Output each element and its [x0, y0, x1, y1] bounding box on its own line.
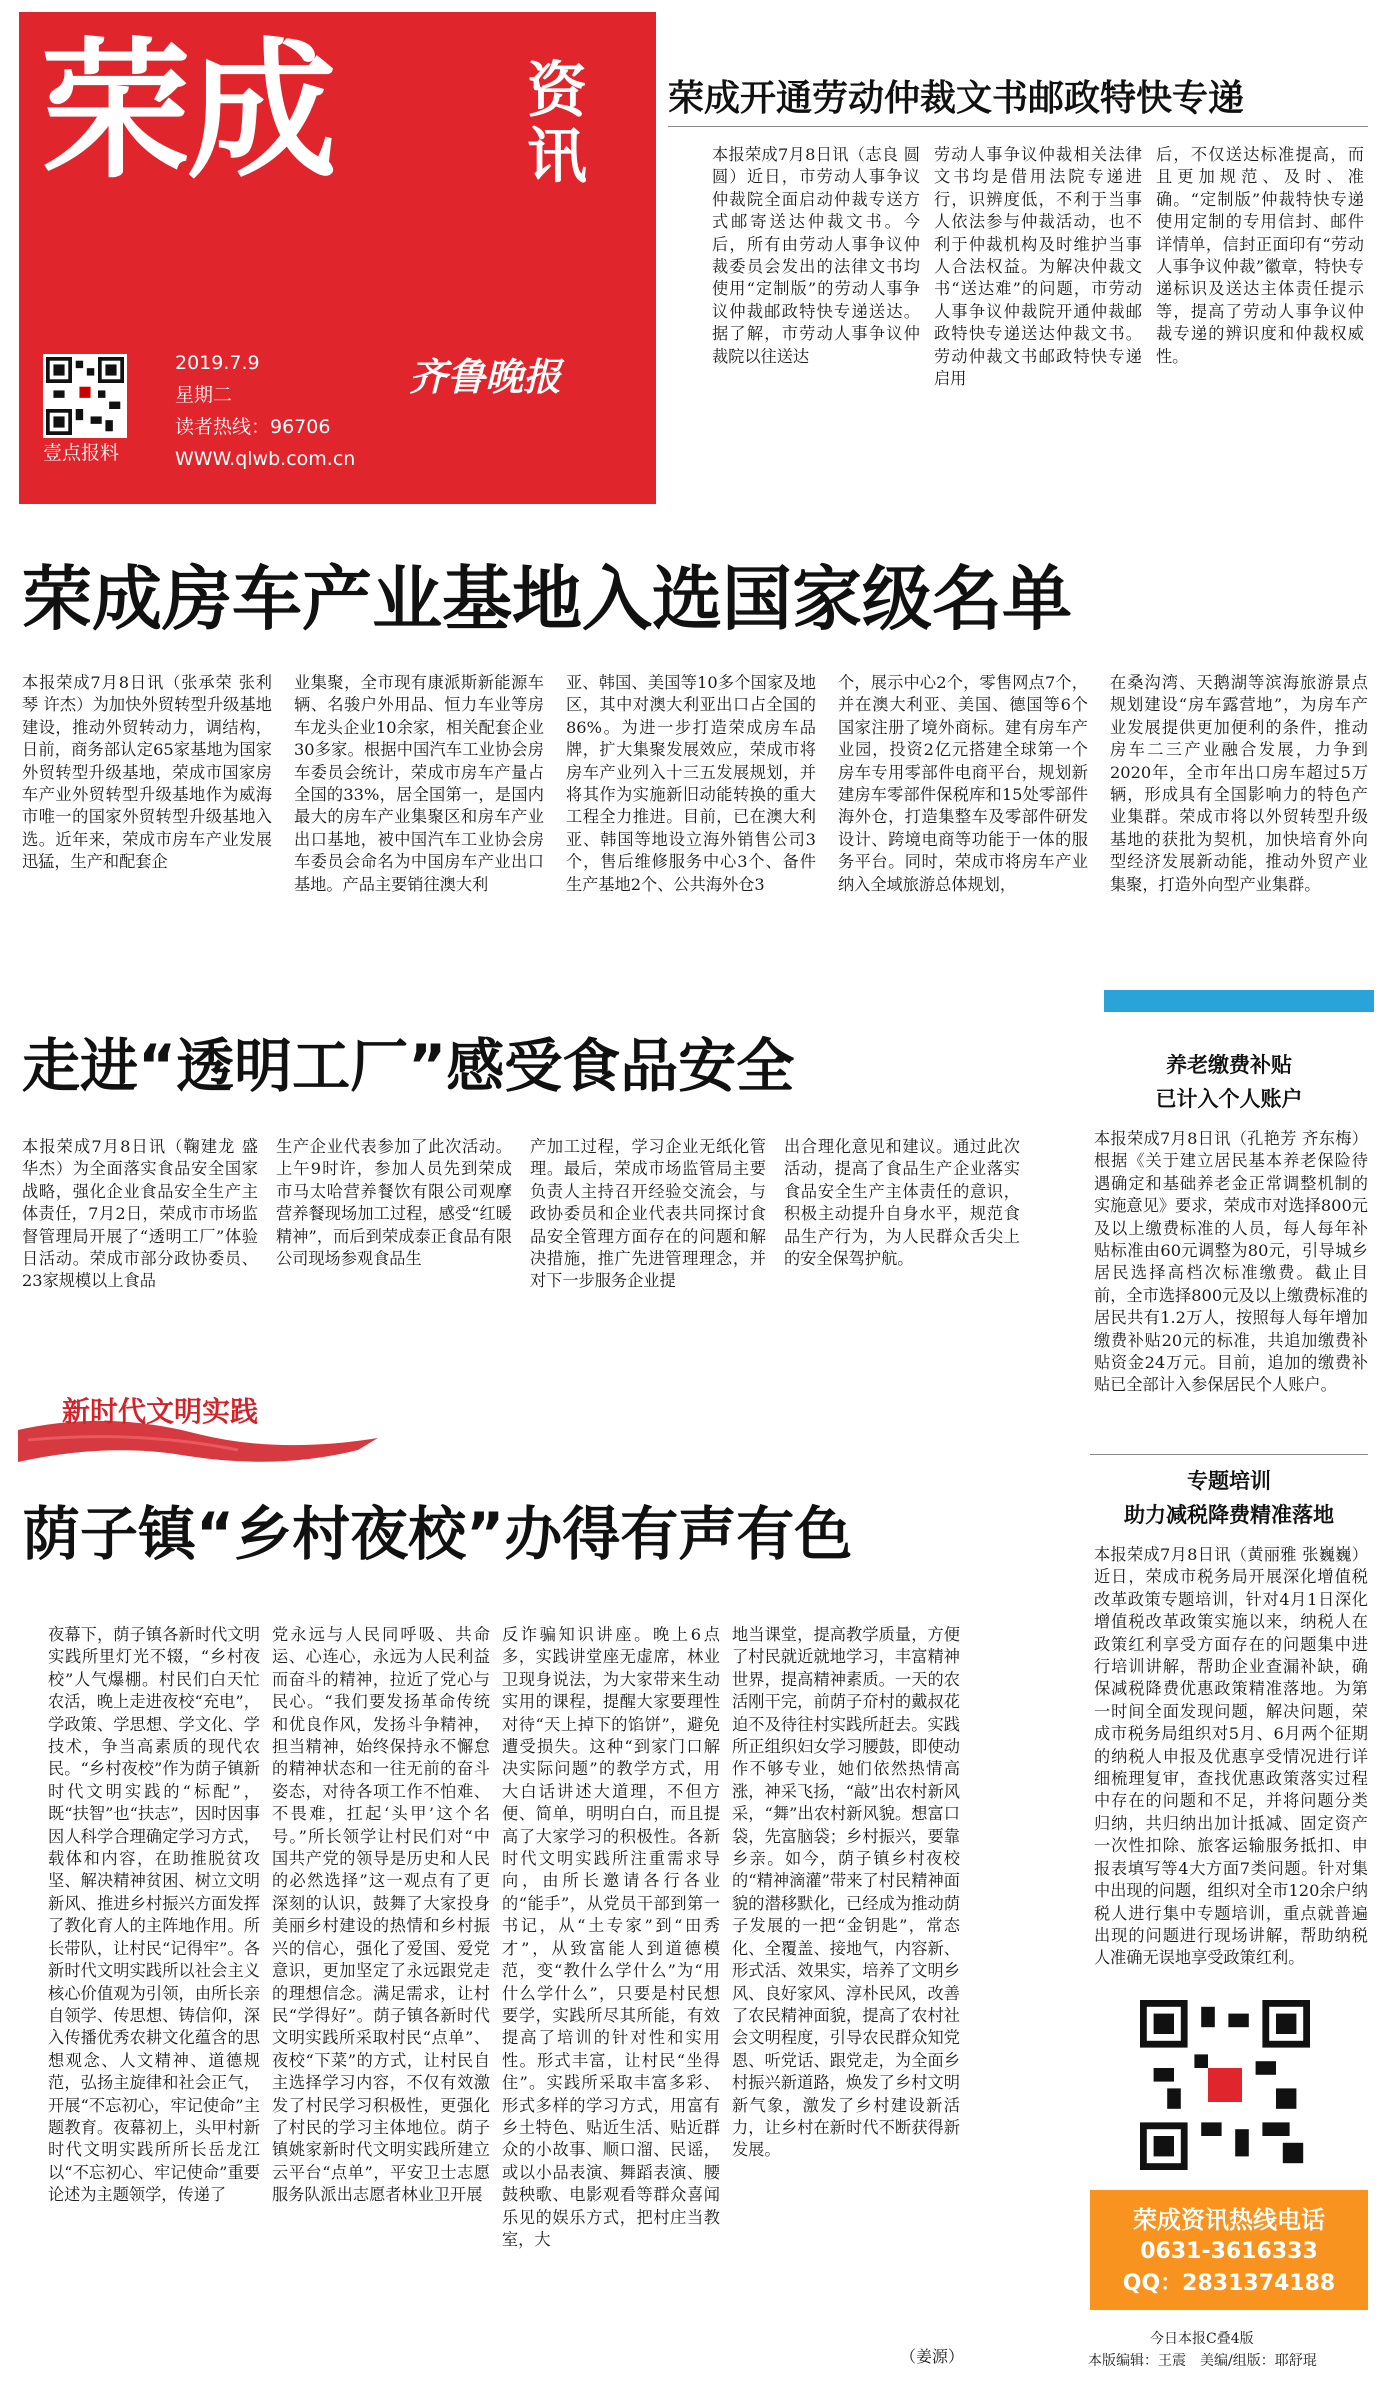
article2-col5: 在桑沟湾、天鹅湖等滨海旅游景点规划建设“房车露营地”，为房车产业发展提供更加便利的条件，推动房车二三产业融合发展，力争到2020年，全市年出口房车超过5万辆，形成具有全国影响力的特色产业集群。荣成市将以外贸转型升级基地的获批为契机，加快培育外向型经济发展新动能，推动外贸产业集聚，打造外向型产业集群。 [1110, 673, 1368, 894]
qr-caption: 壹点报料 [43, 442, 120, 464]
divider [668, 126, 1368, 127]
article4-title: 荫子镇“乡村夜校”办得有声有色 [22, 1500, 853, 1568]
qr-code-icon [46, 357, 124, 435]
hotline-box [1090, 2190, 1368, 2310]
divider [1090, 1454, 1368, 1455]
reader-hotline: 读者热线：96706 [175, 416, 331, 438]
footer-edition: 今日本报C叠4版 [1150, 2331, 1254, 2347]
article1-col2: 劳动人事争议仲裁相关法律文书均是借用法院专递进行，识辨度低，不利于当事人依法参与仲裁活动，也不利于仲裁机构及时维护当事人合法权益。为解决仲裁文书“送达难”的问题，市劳动人事争议仲裁院开通仲裁邮政特快专递送达仲裁文书。劳动仲裁文书邮政特快专递启用 [934, 145, 1142, 389]
section-banner-label: 新时代文明实践 [62, 1395, 259, 1428]
website[interactable]: WWW.qlwb.com.cn [175, 448, 356, 470]
qr-code[interactable] [43, 354, 127, 438]
sidebar2-body: 本报荣成7月8日讯（黄丽雅 张巍巍）近日，荣成市税务局开展深化增值税改革政策专题培训，针对4月1日深化增值税改革政策实施以来，纳税人在政策红利享受方面存在的问题集中进行培训讲解，帮助企业查漏补缺，确保减税降费优惠政策精准落地。为第一时间全面发现问题，解决问题，荣成市税务局组织对5月、6月两个征期的纳税人申报及优惠享受情况进行详细梳理复审，查找优惠政策落实过程中存在的问题和不足，并将问题分类归纳，共归纳出加计抵减、固定资产一次性扣除、旅客运输服务抵扣、申报表填写等4大方面7类问题。针对集中出现的问题，组织对全市120余户纳税人进行集中专题培训，重点就普遍出现的问题进行现场讲解，帮助纳税人准确无误地享受政策红利。 [1094, 1545, 1368, 1968]
article3-title: 走进“透明工厂”感受食品安全 [22, 1032, 795, 1100]
article2-col1: 本报荣成7月8日讯（张承荣 张利琴 许杰）为加快外贸转型升级基地建设，推动外贸转动力，调结构，日前，商务部认定65家基地为国家外贸转型升级基地，荣成市国家房车产业外贸转型升级基地作为威海市唯一的国家外贸转型升级基地入选。近年来，荣成市房车产业发展迅猛，生产和配套企 [22, 673, 272, 872]
hotline-title: 荣成资讯热线电话 [1133, 2206, 1325, 2234]
article2-col2: 业集聚，全市现有康派斯新能源车辆、名骏户外用品、恒力车业等房车龙头企业10余家，相关配套企业30多家。根据中国汽车工业协会房车委员会统计，荣成市房车产量占全国的33%，居全国第一，是国内最大的房车产业集聚区和房车产业出口基地，被中国汽车工业协会房车委员会命名为中国房车产业出口基地。产品主要销往澳大利 [294, 673, 544, 894]
article3-col2: 生产企业代表参加了此次活动。上午9时许，参加人员先到荣成市马太哈营养餐饮有限公司观摩营养餐现场加工过程，感受“红暖精神”，而后到荣成泰正食品有限公司现场参观食品生 [276, 1137, 512, 1269]
paper-name-logo: 齐鲁晚报 [409, 354, 562, 399]
article1-col1: 本报荣成7月8日讯（志良 圆圆）近日，市劳动人事争议仲裁院全面启动仲裁专送方式邮寄送达仲裁文书。今后，所有由劳动人事争议仲裁委员会发出的法律文书均使用“定制版”的劳动人事争议仲裁邮政特快专递送达。据了解，市劳动人事争议仲裁院以往送达 [712, 145, 920, 366]
masthead-subtitle: 资讯 [527, 56, 587, 192]
hotline-phone[interactable]: 0631-3616333 [1140, 2239, 1318, 2264]
article3-col1: 本报荣成7月8日讯（鞠建龙 盛华杰）为全面落实食品安全国家战略，强化企业食品安全生产主体责任，7月2日，荣成市市场监督管理局开展了“透明工厂”体验日活动。荣成市部分政协委员、23家规模以上食品 [22, 1137, 258, 1291]
article4-col2: 党永远与人民同呼吸、共命运、心连心，永远为人民利益而奋斗的精神，拉近了党心与民心。“我们要发扬革命传统和优良作风，发扬斗争精神，担当精神，始终保持永不懈怠的精神状态和一往无前的奋斗姿态，对待各项工作不怕难、不畏难，扛起‘头甲’这个名号。”所长领学让村民们对“中国共产党的领导是历史和人民的必然选择”这一观点有了更深刻的认识，鼓舞了大家投身美丽乡村建设的热情和乡村振兴的信心，强化了爱国、爱党意识，更加坚定了永远跟党走的理想信念。满足需求，让村民“学得好”。荫子镇各新时代文明实践所采取村民“点单”、夜校“下菜”的方式，让村民自主选择学习内容，不仅有效激发了村民学习积极性，更强化了村民的学习主体地位。荫子镇姚家新时代文明实践所建立云平台“点单”，平安卫士志愿服务队派出志愿者林业卫开展 [272, 1625, 490, 2205]
issue-weekday: 星期二 [175, 384, 233, 406]
article2-col3: 亚、韩国、美国等10多个国家及地区，其中对澳大利亚出口占全国的86%。为进一步打造荣成房车品牌，扩大集聚发展效应，荣成市将房车产业列入十三五发展规划，并将其作为实施新旧动能转换的重大工程全力推进。目前，已在澳大利亚、韩国等地设立海外销售公司3个，售后维修服务中心3个、备件生产基地2个、公共海外仓3 [566, 673, 816, 894]
article3-col3: 产加工过程，学习企业无纸化管理。最后，荣成市场监管局主要负责人主持召开经验交流会，与政协委员和企业代表共同探讨食品安全管理方面存在的问题和解决措施，推广先进管理理念，并对下一步服务企业提 [530, 1137, 766, 1291]
issue-date: 2019.7.9 [175, 352, 260, 374]
article1-title: 荣成开通劳动仲裁文书邮政特快专递 [668, 78, 1245, 119]
sidebar1-title-line2: 已计入个人账户 [1155, 1087, 1303, 1111]
sidebar1-title-line1: 养老缴费补贴 [1166, 1053, 1292, 1077]
article2-col4: 个，展示中心2个，零售网点7个，并在澳大利亚、美国、德国等6个国家注册了境外商标。建有房车产业园，投资2亿元搭建全球第一个房车专用零部件电商平台，规划新建房车零部件保税库和15处零部件海外仓，打造集整车及零部件研发设计、跨境电商等功能于一体的服务平台。同时，荣成市将房车产业纳入全域旅游总体规划， [838, 673, 1088, 894]
section-banner [18, 1380, 428, 1470]
article1-col3: 后，不仅送达标准提高，而且更加规范、及时、准确。“定制版”仲裁特快专递使用定制的专用信封、邮件详情单，信封正面印有“劳动人事争议仲裁”徽章，特快专递标识及送达主体责任提示等，提高了劳动人事争议仲裁专递的辨识度和仲裁权威性。 [1156, 145, 1364, 366]
hotline-qq[interactable]: QQ：2831374188 [1122, 2271, 1336, 2296]
masthead [19, 12, 656, 504]
sidebar1-body: 本报荣成7月8日讯（孔艳芳 齐东梅）根据《关于建立居民基本养老保险待遇确定和基础养老金正常调整机制的实施意见》要求，荣成市对选择800元及以上缴费标准的人员，每人每年补贴标准由60元调整为80元，引导城乡居民选择高档次标准缴费。截止目前，全市选择800元及以上缴费标准的居民共有1.2万人，按照每人每年增加缴费补贴20元的标准，共追加缴费补贴资金24万元。目前，追加的缴费补贴已全部计入参保居民个人账户。 [1094, 1129, 1368, 1395]
article4-col3: 反诈骗知识讲座。晚上6点多，实践讲堂座无虚席，林业卫现身说法，为大家带来生动实用的课程，提醒大家要理性对待“天上掉下的馅饼”，避免遭受损失。这种“到家门口解决实际问题”的教学方式，用大白话讲述大道理，不但方便、简单，明明白白，而且提高了大家学习的积极性。各新时代文明实践所注重需求导向，由所长邀请各行各业的“能手”，从党员干部到第一书记，从“土专家”到“田秀才”，从致富能人到道德模范，变“教什么学什么”为“用什么学什么”，只要是村民想要学，实践所尽其所能，有效提高了培训的针对性和实用性。形式丰富，让村民“坐得住”。实践所采取丰富多彩、形式多样的学习方式，用富有乡土特色、贴近生活、贴近群众的小故事、顺口溜、民谣，或以小品表演、舞蹈表演、腰鼓秧歌、电影观看等群众喜闻乐见的娱乐方式，把村庄当教室，大 [502, 1625, 720, 2249]
article2-title: 荣成房车产业基地入选国家级名单 [22, 558, 1072, 640]
article3-col4: 出合理化意见和建议。通过此次活动，提高了食品生产企业落实食品安全生产主体责任的意识，积极主动提升自身水平，规范食品生产行为，为人民群众舌尖上的安全保驾护航。 [784, 1137, 1020, 1269]
footer-editors: 本版编辑：王震 美编/组版：耶舒琨 [1088, 2353, 1317, 2369]
article4-byline: （姜源） [900, 2347, 965, 2366]
hotline-qr-code[interactable] [1140, 2000, 1310, 2170]
qr-code-icon [1140, 2000, 1310, 2170]
blue-accent-bar [1104, 990, 1374, 1012]
sidebar2-title-line1: 专题培训 [1187, 1469, 1271, 1493]
sidebar2-title-line2: 助力减税降费精准落地 [1124, 1503, 1334, 1527]
article4-col4: 地当课堂，提高教学质量，方便了村民就近就地学习，丰富精神世界，提高精神素质。一天的农活刚干完，前荫子夼村的戴叔花迫不及待往村实践所赶去。实践所正组织妇女学习腰鼓，即使动作不够专业，她们依然热情高涨，神采飞扬，“敲”出农村新风采，“舞”出农村新风貌。想富口袋，先富脑袋；乡村振兴，要靠乡亲。如今，荫子镇乡村夜校的“精神滴灌”带来了村民精神面貌的潜移默化，已经成为推动荫子发展的一把“金钥匙”，常态化、全覆盖、接地气，内容新、形式活、效果实，培养了文明乡风、良好家风、淳朴民风，改善了农民精神面貌，提高了农村社会文明程度，引导农民群众知党恩、听党话、跟党走，为全面乡村振兴新道路，焕发了乡村文明新气象，激发了乡村建设新活力，让乡村在新时代不断获得新发展。 [732, 1625, 960, 2160]
masthead-title: 荣成 [41, 25, 334, 199]
article4-col1: 夜幕下，荫子镇各新时代文明实践所里灯光不辍，“乡村夜校”人气爆棚。村民们白天忙农活，晚上走进夜校“充电”，学政策、学思想、学文化、学技术，争当高素质的现代农民。“乡村夜校”作为荫子镇新时代文明实践的“标配”，既“扶智”也“扶志”，因时因事因人科学合理确定学习方式，载体和内容，在助推脱贫攻坚、解决精神贫困、树立文明新风、推进乡村振兴方面发挥了教化育人的主阵地作用。所长带队，让村民“记得牢”。各新时代文明实践所以社会主义核心价值观为引领，由所长亲自领学、传思想、铸信仰，深入传播优秀农耕文化蕴含的思想观念、人文精神、道德规范，弘扬主旋律和社会正气，开展“不忘初心，牢记使命”主题教育。夜幕初上，头甲村新时代文明实践所所长岳龙江以“不忘初心、牢记使命”重要论述为主题领学，传递了 [48, 1625, 260, 2205]
